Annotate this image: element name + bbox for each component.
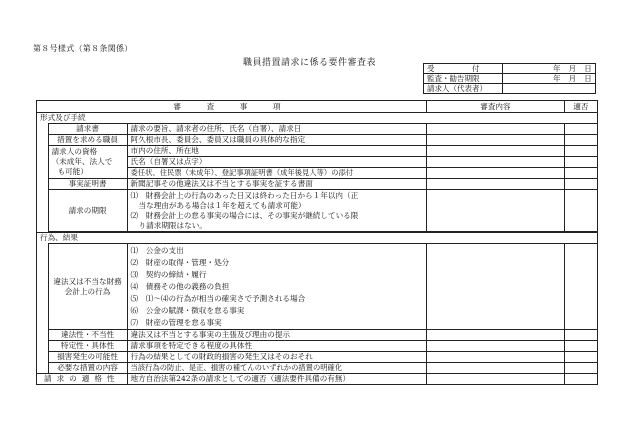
review-content-cell[interactable] [426,190,564,232]
ok-cell[interactable] [564,244,597,330]
claim-doc-text: 請求の要旨、請求者の住所、氏名（自署）、請求日 [127,124,426,135]
review-content-cell[interactable] [426,157,564,168]
review-content-cell[interactable] [426,244,564,330]
ok-cell[interactable] [564,363,597,374]
target-staff-text: 阿久根市長、委員会、委員又は職員の具体的な指定 [127,135,426,146]
claimant-label: 請求人（代表者） [424,84,503,94]
document-title: 職員措置請求に係る要件審査表 [243,58,377,68]
ok-cell[interactable] [564,330,597,341]
review-content-cell[interactable] [426,124,564,135]
review-content-cell[interactable] [426,330,564,341]
section-row-actions [37,233,598,244]
received-date-field[interactable]: 年 月 日 [503,64,596,74]
table-row [37,190,598,232]
proof-label: 事実証明書 [48,179,127,190]
illegality-label: 違法性・不当性 [48,330,127,341]
deadline-label: 請求の期限 [48,190,127,232]
receipt-box [423,63,596,94]
qualification-text: 市内の住所、所在地 [127,146,426,157]
table-row [37,124,598,135]
ok-cell[interactable] [564,157,597,168]
specificity-text: 請求事項を特定できる程度の具体性 [127,341,426,352]
review-table [36,100,598,385]
header-review-content: 審査内容 [426,101,564,113]
table-row [37,179,598,190]
ok-cell[interactable] [564,179,597,190]
table-row [37,244,598,330]
audit-deadline-label: 監査・勧告期限 [424,74,503,84]
table-row [37,352,598,363]
table-row [37,374,598,385]
illegal-act-items: ⑴ 公金の支出 ⑵ 財産の取得・管理・処分 ⑶ 契約の締結・履行 ⑷ 債務その他の義務の負担 ⑸ ⑴〜⑷の行為が相当の確実さで予測される場合 ⑹ 公金の賦課・徴収を怠る事実 ⑺ 財産の管理を怠る事実 [127,244,426,330]
qualification-text: 氏名（自署又は点字） [127,157,426,168]
proof-text: 新聞記事その他違法又は不当とする事実を証する書面 [127,179,426,190]
table-row [37,363,598,374]
table-row [37,341,598,352]
ok-cell[interactable] [564,341,597,352]
review-content-cell[interactable] [426,146,564,157]
indent-cell [37,244,49,374]
qualification-text: 委任状、住民票（未成年）、登記事項証明書（成年後見人等）の添付 [127,168,426,179]
review-content-cell[interactable] [426,179,564,190]
receipt-row-deadline [424,74,596,84]
ok-cell[interactable] [564,146,597,157]
review-content-cell[interactable] [426,341,564,352]
illegal-act-label: 違法又は不当な財務会計上の行為 [48,244,127,330]
review-content-cell[interactable] [426,352,564,363]
target-staff-label: 措置を求める職員 [48,135,127,146]
indent-cell [37,124,49,233]
qualification-label: 請求人の資格 （未成年、法人で も可能） [48,146,127,179]
section-form-label: 形式及び手続 [37,113,598,124]
receipt-row-received [424,64,596,74]
table-row [37,146,598,157]
ok-cell[interactable] [564,352,597,363]
review-content-cell[interactable] [426,374,564,385]
form-number: 第８号様式（第８条関係） [33,44,133,53]
table-row [37,330,598,341]
audit-deadline-field[interactable]: 年 月 日 [503,74,596,84]
suitability-text: 地方自治法第242条の請求としての適否（適法要件具備の有無） [127,374,426,385]
header-ok: 適否 [564,101,597,113]
damage-label: 損害発生の可能性 [48,352,127,363]
section-actions-label: 行為、結果 [37,233,598,244]
review-content-cell[interactable] [426,363,564,374]
damage-text: 行為の結果としての財政的損害の発生又はそのおそれ [127,352,426,363]
ok-cell[interactable] [564,168,597,179]
header-review-items: 審 査 事 項 [37,101,427,113]
illegality-text: 違法又は不当とする事実の主張及び理由の提示 [127,330,426,341]
review-content-cell[interactable] [426,135,564,146]
measures-label: 必要な措置の内容 [48,363,127,374]
table-header-row [37,101,598,113]
receipt-row-claimant [424,84,596,94]
review-content-cell[interactable] [426,168,564,179]
suitability-label: 請求の適格性 [37,374,128,385]
received-label: 受 付 [424,64,503,74]
ok-cell[interactable] [564,124,597,135]
deadline-text: ⑴ 財務会計上の行為のあった日又は終わった日から１年以内（正 当な理由がある場合は１年を超えても請求可能） ⑵ 財務会計上の怠る事実の場合には、その事実が継続している限 り請求期限はない。 [127,190,426,232]
claimant-field[interactable] [503,84,596,94]
ok-cell[interactable] [564,190,597,232]
section-row-form [37,113,598,124]
ok-cell[interactable] [564,135,597,146]
table-row [37,135,598,146]
specificity-label: 特定性・具体性 [48,341,127,352]
measures-text: 当該行為の防止、是正、損害の補てんのいずれかの措置の明確化 [127,363,426,374]
ok-cell[interactable] [564,374,597,385]
claim-doc-label: 請求書 [48,124,127,135]
